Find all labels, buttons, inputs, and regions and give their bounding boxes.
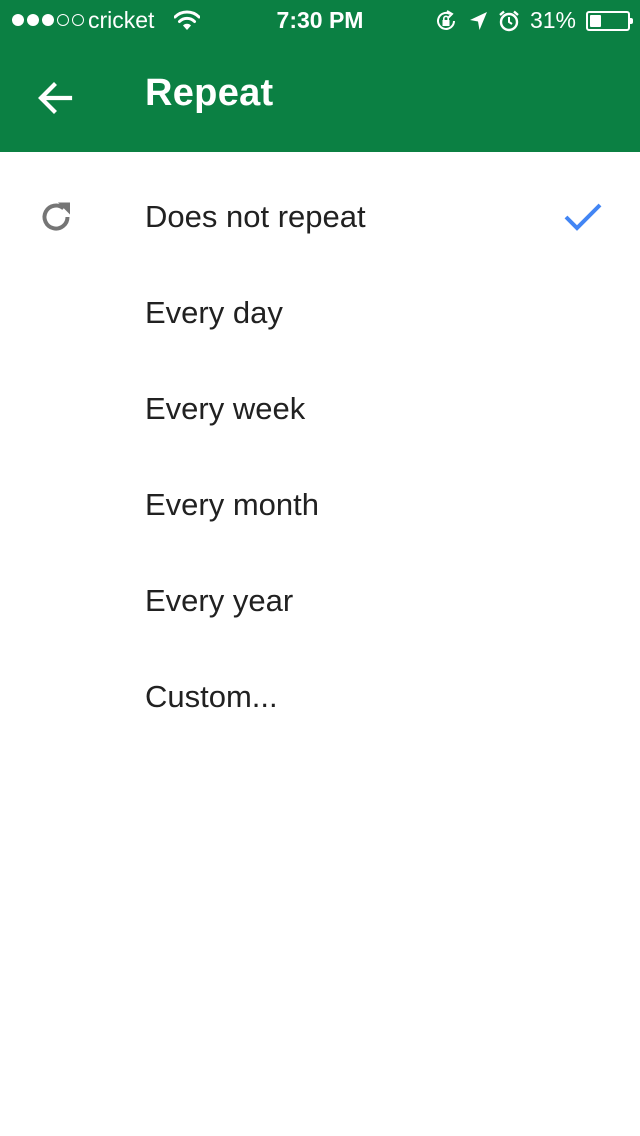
repeat-option-every-day[interactable] [0,248,640,344]
status-bar [0,0,640,40]
repeat-option-label: Does not repeat [145,199,366,234]
repeat-option-label: Every year [145,583,294,618]
battery-level-fill [590,15,601,27]
battery-icon [586,11,630,31]
carrier-name: cricket [88,7,155,33]
checkmark-icon [562,201,604,233]
repeat-options-list [0,152,640,728]
battery-percent: 31% [529,7,576,33]
repeat-option-every-year[interactable] [0,536,640,632]
repeat-option-label: Custom... [145,679,278,714]
repeat-icon [38,199,74,235]
page-title: Repeat [145,72,274,114]
repeat-option-does-not-repeat[interactable] [0,152,640,248]
location-arrow-icon [468,10,488,32]
repeat-option-label: Every week [145,391,306,426]
repeat-option-label: Every day [145,295,283,330]
repeat-option-every-week[interactable] [0,344,640,440]
alarm-clock-icon [498,10,520,32]
rotation-lock-icon [434,9,458,33]
status-time: 7:30 PM [276,7,364,33]
status-icons [434,7,630,34]
app-bar [0,0,640,152]
repeat-option-label: Every month [145,487,320,522]
repeat-option-every-month[interactable] [0,440,640,536]
back-arrow-button[interactable] [32,76,76,120]
repeat-option-custom[interactable] [0,632,640,728]
